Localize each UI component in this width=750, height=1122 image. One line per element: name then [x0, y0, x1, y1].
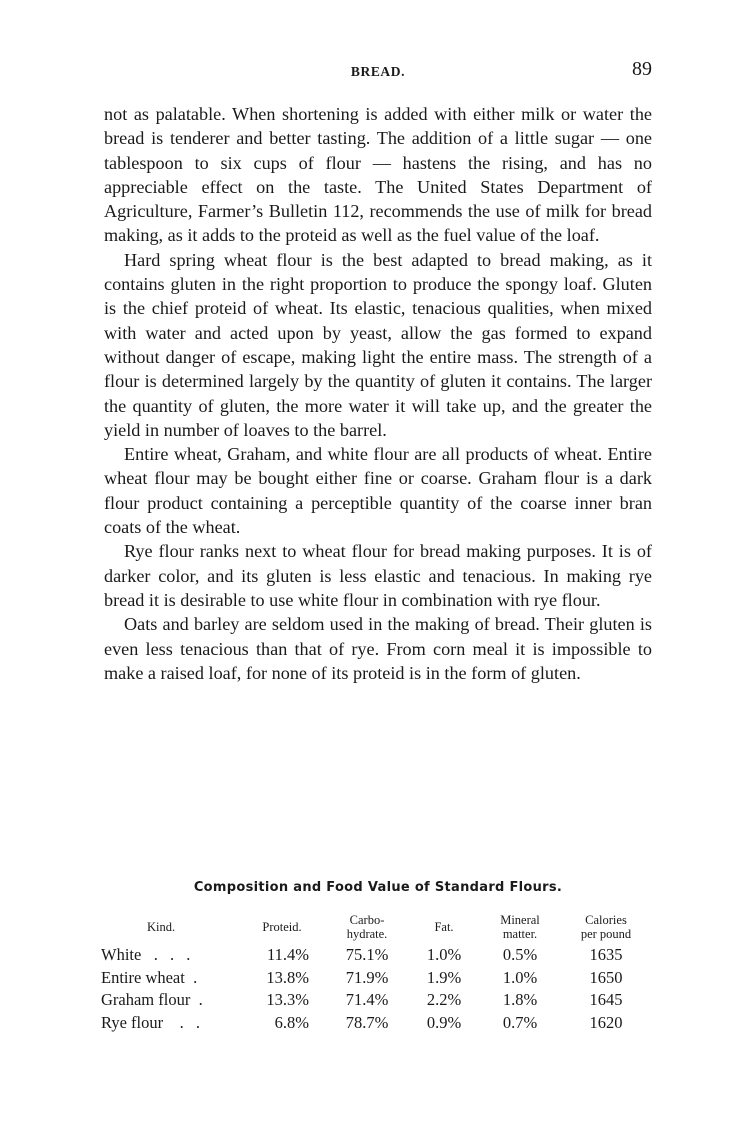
header-mineral: Mineral matter.	[500, 913, 540, 941]
cell-calories: 1650	[589, 967, 623, 987]
cell-kind: Entire wheat .	[101, 967, 202, 987]
cell-fat: 0.9%	[426, 1012, 462, 1032]
cell-mineral: 1.0%	[502, 967, 538, 987]
cell-fat: 1.9%	[426, 967, 462, 987]
flours-table	[101, 910, 649, 1034]
cell-proteid: 13.8%	[266, 967, 309, 987]
paragraph: Rye flour ranks next to wheat flour for bread making purposes. It is of darker color, and its gluten is less elastic and tenacious. In making rye bread it is desirable to use white flour in combination with rye flour.	[104, 541, 652, 610]
cell-proteid: 13.3%	[266, 990, 309, 1009]
table-row	[101, 967, 649, 990]
cell-mineral: 0.5%	[502, 945, 538, 964]
cell-calories: 1635	[589, 945, 623, 964]
header-carbohydrate: Carbo- hydrate.	[346, 913, 388, 941]
table-header-row	[101, 910, 649, 944]
page-header	[104, 58, 652, 88]
cell-carbohydrate: 75.1%	[345, 945, 389, 964]
cell-kind: Graham flour .	[101, 990, 207, 1009]
table-row	[101, 1012, 649, 1035]
paragraph: Hard spring wheat flour is the best adapted to bread making, as it contains gluten in the right proportion to produce the spongy loaf. Gluten is the chief proteid of wheat. Its elastic, tenacious qualities, when mixed with water and acted upon by yeast, allow the gas formed to expand without danger of escape, making light the entire mass. The strength of a flour is determined largely by the quantity of gluten it contains. The larger the quantity of gluten, the more water it will take up, and the greater the yield in number of loaves to the barrel.	[104, 249, 652, 440]
table-row	[101, 989, 649, 1012]
cell-kind: White . . .	[101, 945, 195, 964]
header-fat: Fat.	[434, 920, 454, 934]
cell-fat: 1.0%	[426, 945, 462, 964]
paragraph: Entire wheat, Graham, and white flour are all products of wheat. Entire wheat flour may be bought either fine or coarse. Graham flour is a dark flour product containing a perceptible quantity of the coarse inner bran coats of the wheat.	[104, 444, 652, 538]
cell-proteid: 6.8%	[274, 1012, 309, 1032]
paragraph: Oats and barley are seldom used in the making of bread. Their gluten is even less tenacious than that of rye. From corn meal it is impossible to make a raised loaf, for none of its proteid is in the form of gluten.	[104, 614, 652, 683]
cell-calories: 1645	[589, 990, 623, 1009]
header-calories: Calories per pound	[580, 913, 632, 941]
table-row	[101, 944, 649, 967]
cell-fat: 2.2%	[426, 990, 462, 1009]
header-kind: Kind.	[147, 920, 176, 934]
running-head: BREAD.	[350, 64, 406, 79]
cell-carbohydrate: 78.7%	[345, 1012, 389, 1032]
page-number: 89	[632, 58, 652, 80]
cell-carbohydrate: 71.9%	[345, 967, 389, 987]
cell-proteid: 11.4%	[266, 945, 309, 964]
cell-carbohydrate: 71.4%	[345, 990, 389, 1009]
cell-mineral: 0.7%	[502, 1012, 538, 1032]
cell-mineral: 1.8%	[502, 990, 538, 1009]
table-caption: Composition and Food Value of Standard Flours.	[193, 880, 563, 895]
body-text	[104, 102, 652, 685]
cell-kind: Rye flour . .	[101, 1012, 204, 1032]
paragraph: not as palatable. When shortening is added with either milk or water the bread is tenderer and better tasting. The addition of a little sugar — one tablespoon to six cups of flour — hastens the rising, and has no appreciable effect on the taste. The United States Department of Agriculture, Farmer’s Bulletin 112, recommends the use of milk for bread making, as it adds to the proteid as well as the fuel value of the loaf.	[104, 104, 652, 246]
header-proteid: Proteid.	[262, 920, 302, 934]
cell-calories: 1620	[589, 1012, 623, 1032]
